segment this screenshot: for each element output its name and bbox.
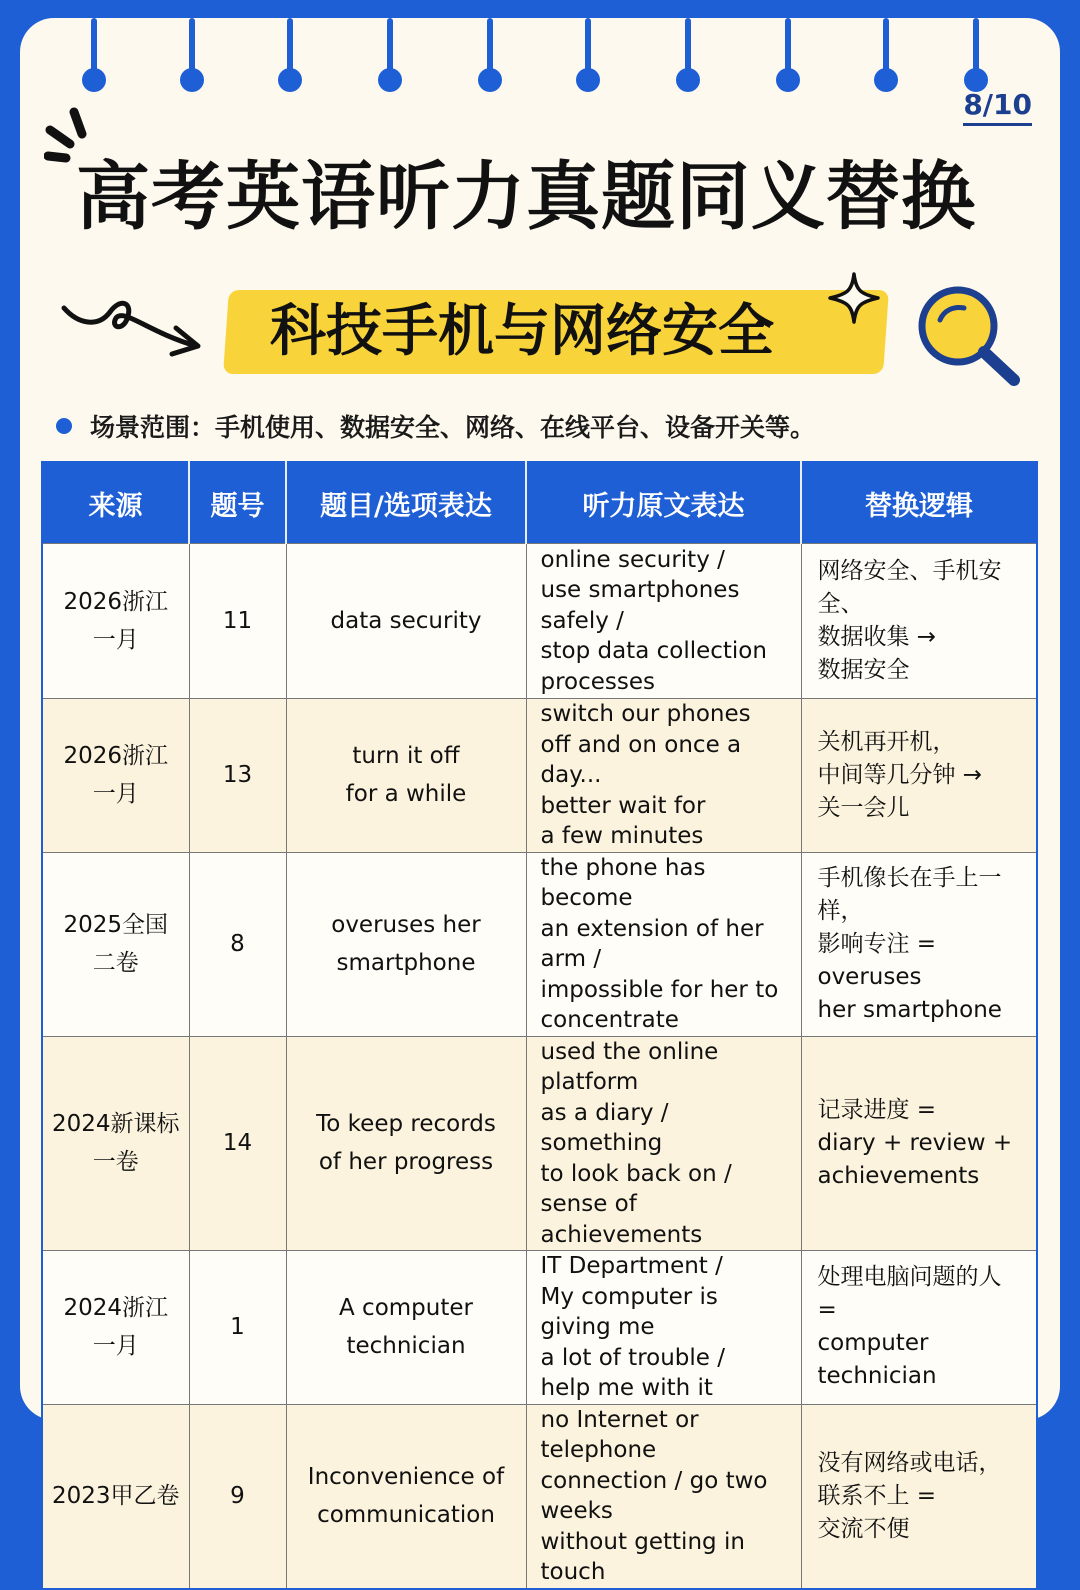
- cell-item: data security: [286, 544, 526, 699]
- binder-ring: [676, 18, 700, 96]
- header-item: 题目/选项表达: [286, 462, 526, 544]
- table-row: [42, 852, 1037, 1036]
- subtitle: 科技手机与网络安全: [270, 299, 774, 364]
- cell-item: A computer technician: [286, 1251, 526, 1405]
- table-row: [42, 699, 1037, 853]
- cell-source: 2024新课标 一卷: [42, 1036, 189, 1251]
- binder-ring: [180, 18, 204, 96]
- cell-logic: 处理电脑问题的人 = computer technician: [801, 1251, 1037, 1405]
- cell-number: 8: [189, 852, 286, 1036]
- cell-original: IT Department / My computer is giving me a lot of trouble / help me with it: [526, 1251, 801, 1405]
- binder-ring: [478, 18, 502, 96]
- page-title: 高考英语听力真题同义替换: [76, 154, 976, 240]
- cell-original: no Internet or telephone connection / go two weeks without getting in touch: [526, 1404, 801, 1589]
- cell-original: online security / use smartphones safely / stop data collection processes: [526, 544, 801, 699]
- cell-number: 13: [189, 699, 286, 853]
- table-row: [42, 1404, 1037, 1589]
- header-source: 来源: [42, 462, 189, 544]
- binder-ring: [576, 18, 600, 96]
- cell-item: turn it off for a while: [286, 699, 526, 853]
- cell-number: 11: [189, 544, 286, 699]
- curly-arrow-icon: [58, 288, 208, 368]
- cell-original: switch our phones off and on once a day... better wait for a few minutes: [526, 699, 801, 853]
- cell-original: used the online platform as a diary / something to look back on / sense of achievements: [526, 1036, 801, 1251]
- cell-original: the phone has become an extension of her arm / impossible for her to concentrate: [526, 852, 801, 1036]
- cell-logic: 网络安全、手机安全、 数据收集 → 数据安全: [801, 544, 1037, 699]
- cell-source: 2025全国 二卷: [42, 852, 189, 1036]
- binder-ring: [278, 18, 302, 96]
- bullet-dot-icon: [56, 418, 72, 434]
- cell-source: 2024浙江 一月: [42, 1251, 189, 1405]
- header-logic: 替换逻辑: [801, 462, 1037, 544]
- binder-ring: [964, 18, 988, 96]
- header-original: 听力原文表达: [526, 462, 801, 544]
- cell-number: 14: [189, 1036, 286, 1251]
- subtitle-banner: [226, 284, 886, 378]
- table-row: [42, 1036, 1037, 1251]
- header-number: 题号: [189, 462, 286, 544]
- binder-ring: [776, 18, 800, 96]
- cell-number: 9: [189, 1404, 286, 1589]
- binder-ring: [82, 18, 106, 96]
- scope-line: [56, 408, 815, 444]
- cell-item: Inconvenience of communication: [286, 1404, 526, 1589]
- cell-logic: 关机再开机， 中间等几分钟 → 关一会儿: [801, 699, 1037, 853]
- sparkle-star-icon: [826, 270, 882, 326]
- table-row: [42, 1251, 1037, 1405]
- cell-source: 2026浙江 一月: [42, 544, 189, 699]
- cell-logic: 没有网络或电话， 联系不上 = 交流不便: [801, 1404, 1037, 1589]
- cell-logic: 记录进度 = diary + review + achievements: [801, 1036, 1037, 1251]
- cell-source: 2026浙江 一月: [42, 699, 189, 853]
- table-row: [42, 544, 1037, 699]
- page-number: 8/10: [963, 88, 1032, 126]
- cell-logic: 手机像长在手上一样， 影响专注 = overuses her smartphone: [801, 852, 1037, 1036]
- binder-ring: [378, 18, 402, 96]
- synonym-table: [41, 461, 1038, 1590]
- magnifier-icon: [914, 284, 1026, 388]
- table-header-row: [42, 462, 1037, 544]
- scope-text: 场景范围：手机使用、数据安全、网络、在线平台、设备开关等。: [90, 413, 816, 442]
- cell-number: 1: [189, 1251, 286, 1405]
- binder-ring: [874, 18, 898, 96]
- cell-item: overuses her smartphone: [286, 852, 526, 1036]
- cell-item: To keep records of her progress: [286, 1036, 526, 1251]
- cell-source: 2023甲乙卷: [42, 1404, 189, 1589]
